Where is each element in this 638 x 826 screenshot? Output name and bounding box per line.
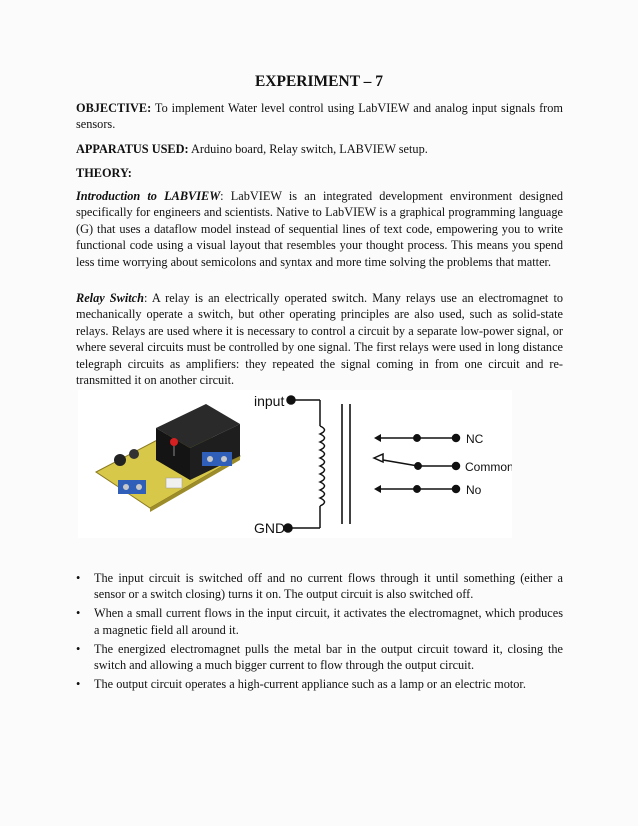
relay-module-photo bbox=[96, 390, 240, 512]
nc-arrow bbox=[374, 434, 381, 442]
capacitor-2 bbox=[129, 449, 139, 459]
intro-paragraph bbox=[76, 188, 563, 270]
bullet-icon: • bbox=[76, 571, 81, 585]
terminal-block-left bbox=[118, 480, 146, 494]
objective-paragraph bbox=[76, 100, 563, 133]
list-item: • The output circuit operates a high-current appliance such as a lamp or an electric motor. bbox=[76, 677, 526, 692]
intro-sep: : bbox=[220, 189, 231, 203]
led-red bbox=[170, 438, 178, 446]
relay-sep: : bbox=[143, 291, 152, 305]
page-title: EXPERIMENT – 7 bbox=[254, 73, 384, 90]
relay-text: A relay is an electrically operated switch. Many relays use an electromagnet to mechanically operate a switch, but other operating principles are also used, such as solid-state relays. Relays are used where it is necessary to control a circuit by a separate low-power signal, or where several circuits must be controlled by one signal. The first relays were used in long distance telegraph circuits as amplifiers: they repeated the signal coming in from one circuit and re-transmitted it on another circuit. bbox=[76, 291, 564, 388]
relay-illustration bbox=[78, 390, 512, 538]
input-terminal bbox=[287, 396, 295, 404]
label-no: No bbox=[466, 483, 482, 497]
pin-header bbox=[166, 478, 182, 488]
no-arrow bbox=[374, 485, 381, 493]
common-arrow bbox=[374, 454, 383, 462]
theory-heading: THEORY: bbox=[76, 166, 132, 180]
relay-figure bbox=[78, 390, 512, 538]
common-lever bbox=[383, 460, 418, 466]
relay-coil bbox=[320, 426, 325, 506]
label-common: Common bbox=[465, 460, 512, 474]
objective-text: To implement Water level control using LabVIEW and analog input signals from sensors. bbox=[76, 101, 563, 132]
intro-label: Introduction to LABVIEW bbox=[76, 189, 221, 203]
apparatus-text: Arduino board, Relay switch, LABVIEW setup. bbox=[188, 142, 428, 156]
list-item: • When a small current flows in the input circuit, it activates the electromagnet, which produces a magnetic field all around it. bbox=[76, 606, 563, 637]
label-gnd: GND bbox=[254, 520, 286, 536]
bullet-icon: • bbox=[76, 606, 81, 621]
gnd-terminal bbox=[284, 524, 292, 532]
relay-paragraph bbox=[76, 290, 563, 388]
bullet-icon: • bbox=[76, 641, 81, 656]
intro-text: LabVIEW is an integrated development environment designed specifically for engineers and scientists. Native to LabVIEW is a graphical programming language (G) that uses a dataflow model instead of sequential lines of text code, empowering you to write functional code using a visual layout that resembles your thought process. This means you spend less time worrying about semicolons and syntax and more time solving the problems that matter. bbox=[76, 189, 563, 269]
relay-operation-list bbox=[76, 570, 563, 695]
terminal-block-right bbox=[202, 452, 232, 466]
label-input: input bbox=[254, 393, 285, 409]
label-nc: NC bbox=[466, 432, 484, 446]
objective-label: OBJECTIVE: bbox=[76, 101, 152, 115]
relay-label: Relay Switch bbox=[76, 291, 144, 305]
bullet-icon: • bbox=[76, 677, 81, 692]
apparatus-paragraph bbox=[76, 141, 563, 157]
list-item: • The energized electromagnet pulls the metal bar in the output circuit toward it, closing the switch and allowing a much bigger current to flow through the output circuit. bbox=[76, 641, 563, 673]
list-item: • The input circuit is switched off and no current flows through it until something (either a sensor or a switch closing) turns it on. The output circuit is also switched off. bbox=[76, 571, 563, 602]
apparatus-label: APPARATUS USED: bbox=[76, 142, 189, 156]
relay-schematic bbox=[284, 396, 460, 532]
capacitor-1 bbox=[114, 454, 126, 466]
